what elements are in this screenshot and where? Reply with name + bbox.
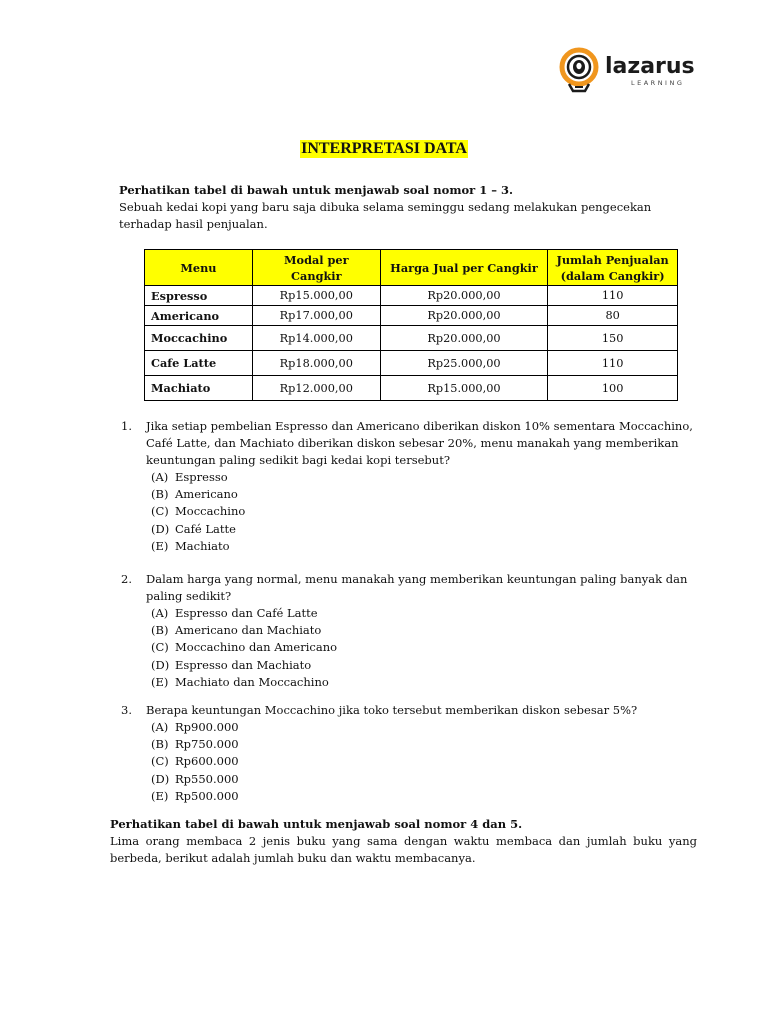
cell-menu: Machiato: [145, 376, 253, 401]
sales-table: [144, 249, 678, 401]
option-text: Café Latte: [175, 521, 236, 536]
cell-modal: Rp18.000,00: [252, 351, 380, 376]
cell-modal: Rp14.000,00: [252, 326, 380, 351]
intro-1-text: Sebuah kedai kopi yang baru saja dibuka selama seminggu sedang melakukan pengecekan terhadap hasil penjualan.: [119, 200, 652, 231]
option-list: [151, 605, 696, 691]
option-letter: (E): [151, 788, 169, 803]
option-item: [151, 674, 696, 691]
table-header-row: [145, 250, 678, 286]
question-number: 3.: [121, 703, 132, 717]
question-text: Jika setiap pembelian Espresso dan Americano diberikan diskon 10% sementara Moccachino, Café Latte, dan Machiato diberikan diskon sebesar 20%, menu manakah yang memberikan keuntungan paling sedikit bagi kedai kopi tersebut?: [146, 419, 693, 467]
option-text: Rp600.000: [175, 754, 239, 769]
intro-2-text: Lima orang membaca 2 jenis buku yang sama dengan waktu membaca dan jumlah buku yang berbeda, berikut adalah jumlah buku dan waktu membacanya.: [110, 834, 697, 865]
cell-harga: Rp20.000,00: [380, 306, 548, 326]
option-item: [151, 719, 696, 736]
cell-modal: Rp17.000,00: [252, 306, 380, 326]
option-letter: (A): [151, 606, 169, 620]
table-row: [145, 286, 678, 306]
cell-jumlah: 80: [548, 306, 678, 326]
header-jumlah-penjualan: Jumlah Penjualan (dalam Cangkir): [548, 250, 678, 286]
option-item: [151, 753, 696, 770]
option-list: [151, 719, 696, 805]
lazarus-emblem-icon: [559, 47, 599, 95]
cell-harga: Rp25.000,00: [380, 351, 548, 376]
cell-jumlah: 150: [548, 326, 678, 351]
cell-harga: Rp20.000,00: [380, 326, 548, 351]
option-list: [151, 469, 696, 555]
option-item: [151, 639, 696, 656]
cell-modal: Rp15.000,00: [252, 286, 380, 306]
option-text: Espresso: [175, 470, 228, 484]
intro-2-lead: Perhatikan tabel di bawah untuk menjawab soal nomor 4 dan 5.: [110, 817, 523, 831]
question-text: Berapa keuntungan Moccachino jika toko tersebut memberikan diskon sebesar 5%?: [146, 703, 638, 717]
intro-section-2: [110, 816, 697, 867]
option-text: Machiato dan Moccachino: [175, 674, 329, 689]
logo-subtitle: LEARNING: [631, 78, 685, 87]
table-row: [145, 351, 678, 376]
question-2: [121, 571, 696, 691]
option-item: [151, 657, 696, 674]
cell-menu: Espresso: [145, 286, 253, 306]
cell-jumlah: 110: [548, 351, 678, 376]
option-letter: (C): [151, 504, 169, 519]
option-letter: (E): [151, 674, 169, 689]
option-item: [151, 622, 696, 639]
option-letter: (A): [151, 720, 169, 734]
option-text: Moccachino: [175, 504, 246, 519]
question-1: [121, 418, 696, 555]
option-letter: (E): [151, 538, 169, 553]
header-harga-jual: Harga Jual per Cangkir: [380, 250, 548, 286]
option-text: Espresso dan Machiato: [175, 657, 312, 672]
option-item: [151, 503, 696, 520]
cell-jumlah: 110: [548, 286, 678, 306]
question-number: 2.: [121, 572, 132, 586]
intro-section-1: [119, 182, 699, 233]
option-item: [151, 736, 696, 753]
option-letter: (D): [151, 521, 170, 536]
option-letter: (B): [151, 623, 169, 638]
option-letter: (C): [151, 640, 169, 655]
cell-menu: Americano: [145, 306, 253, 326]
cell-harga: Rp15.000,00: [380, 376, 548, 401]
option-text: Americano dan Machiato: [175, 623, 322, 638]
option-item: [151, 486, 696, 503]
cell-menu: Moccachino: [145, 326, 253, 351]
option-text: Moccachino dan Americano: [175, 640, 338, 655]
option-item: [151, 521, 696, 538]
option-item: [151, 538, 696, 555]
option-text: Americano: [175, 487, 238, 502]
option-letter: (A): [151, 470, 169, 484]
header-modal: Modal per Cangkir: [252, 250, 380, 286]
option-text: Rp900.000: [175, 720, 239, 734]
header-menu: Menu: [145, 250, 253, 286]
lazarus-logo: [559, 45, 695, 97]
option-letter: (D): [151, 771, 170, 786]
intro-1-lead: Perhatikan tabel di bawah untuk menjawab soal nomor 1 – 3.: [119, 183, 513, 197]
option-letter: (D): [151, 657, 170, 672]
table-row: [145, 376, 678, 401]
option-text: Espresso dan Café Latte: [175, 606, 318, 620]
table-row: [145, 306, 678, 326]
cell-jumlah: 100: [548, 376, 678, 401]
table-row: [145, 326, 678, 351]
logo-wordmark: lazarus: [605, 53, 695, 79]
cell-menu: Cafe Latte: [145, 351, 253, 376]
option-text: Rp500.000: [175, 788, 239, 803]
question-3: [121, 702, 696, 805]
cell-modal: Rp12.000,00: [252, 376, 380, 401]
page-title: INTERPRETASI DATA: [301, 140, 467, 157]
option-letter: (B): [151, 737, 169, 752]
option-item: [151, 788, 696, 805]
option-item: [151, 771, 696, 788]
option-letter: (C): [151, 754, 169, 769]
option-text: Machiato: [175, 538, 230, 553]
option-item: [151, 469, 696, 486]
option-letter: (B): [151, 487, 169, 502]
option-text: Rp750.000: [175, 737, 239, 752]
option-text: Rp550.000: [175, 771, 239, 786]
page-title-wrap: [0, 138, 768, 158]
question-number: 1.: [121, 419, 132, 433]
cell-harga: Rp20.000,00: [380, 286, 548, 306]
question-text: Dalam harga yang normal, menu manakah yang memberikan keuntungan paling banyak dan paling sedikit?: [146, 572, 688, 603]
option-item: [151, 605, 696, 622]
